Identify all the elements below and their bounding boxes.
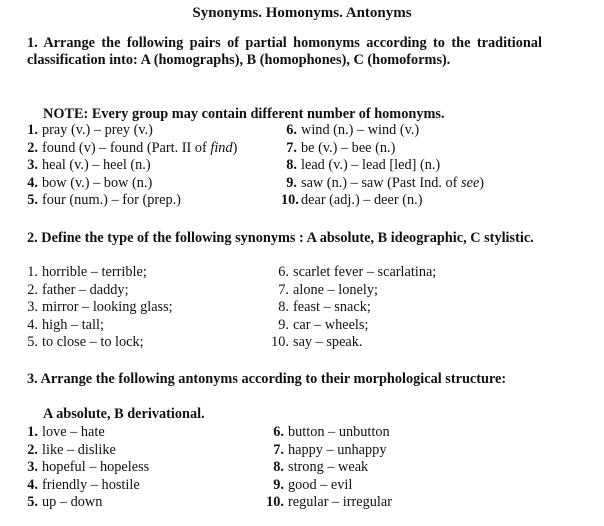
page-title: Synonyms. Homonyms. Antonyms <box>192 5 412 21</box>
list-item <box>281 192 484 210</box>
item-number: 7. <box>273 441 284 458</box>
item-number: 8. <box>278 299 289 316</box>
list-item <box>265 334 436 352</box>
section-1-right-list <box>281 122 484 210</box>
list-item <box>24 264 173 282</box>
list-item <box>254 442 392 460</box>
item-text: lead (v.) – lead [led] (n.) <box>301 157 441 174</box>
section-2-heading: 2. Define the type of the following synonyms : A absolute, B ideographic, C stylistic. <box>27 230 534 246</box>
item-number: 6. <box>278 264 289 280</box>
item-text: wind (n.) – wind (v.) <box>301 122 420 138</box>
section-3-right-list <box>254 424 392 512</box>
item-number: 3. <box>27 459 38 476</box>
list-item <box>281 157 484 175</box>
section-3-heading: 3. Arrange the following antonyms according to their morphological structure: <box>27 371 507 387</box>
item-number: 4. <box>27 316 38 333</box>
item-number: 2. <box>27 441 38 458</box>
section-3-left-list <box>24 424 149 512</box>
item-number: 9. <box>273 476 284 493</box>
item-text: be (v.) – bee (n.) <box>301 139 396 156</box>
list-item <box>24 334 173 352</box>
list-item <box>281 175 484 193</box>
list-item <box>24 459 149 477</box>
list-item <box>24 140 237 158</box>
section-2-right-list <box>265 264 436 352</box>
list-item <box>24 317 173 335</box>
item-text: horrible – terrible; <box>42 264 147 280</box>
list-item <box>24 282 173 300</box>
list-item <box>254 424 392 442</box>
item-number: 8. <box>286 157 297 174</box>
item-number: 10. <box>266 494 284 511</box>
list-item <box>24 424 149 442</box>
item-text: regular – irregular <box>288 494 392 511</box>
item-text: pray (v.) – prey (v.) <box>42 122 153 138</box>
item-number: 6. <box>286 122 297 138</box>
item-text: saw (n.) – saw (Past Ind. of see) <box>301 174 485 191</box>
item-number: 4. <box>27 174 38 191</box>
item-number: 1. <box>27 122 38 138</box>
item-text: dear (adj.) – deer (n.) <box>301 192 423 209</box>
section-1-heading: 1. Arrange the following pairs of partial homonyms according to the traditional classification into: A (homographs), B (homophones), C (homoforms). <box>27 35 542 69</box>
list-item <box>24 122 237 140</box>
item-text: four (num.) – for (prep.) <box>42 192 181 209</box>
list-item <box>254 494 392 512</box>
list-item <box>265 317 436 335</box>
list-item <box>24 299 173 317</box>
list-item <box>265 299 436 317</box>
item-text: mirror – looking glass; <box>42 299 173 316</box>
item-number: 10. <box>281 192 299 209</box>
list-item <box>24 477 149 495</box>
item-text: feast – snack; <box>293 299 371 316</box>
list-item <box>254 459 392 477</box>
item-number: 1. <box>27 264 38 280</box>
item-text: hopeful – hopeless <box>42 459 150 476</box>
item-text: high – tall; <box>42 316 104 333</box>
list-item <box>281 140 484 158</box>
item-number: 9. <box>278 316 289 333</box>
item-text: scarlet fever – scarlatina; <box>293 264 437 280</box>
item-number: 4. <box>27 476 38 493</box>
item-number: 2. <box>27 139 38 156</box>
item-text: car – wheels; <box>293 316 369 333</box>
list-item <box>265 282 436 300</box>
item-text: good – evil <box>288 476 353 493</box>
list-item <box>24 175 237 193</box>
item-number: 6. <box>273 424 284 440</box>
item-text: like – dislike <box>42 441 116 458</box>
item-number: 7. <box>278 281 289 298</box>
item-number: 10. <box>271 334 289 351</box>
item-text: to close – to lock; <box>42 334 144 351</box>
item-number: 3. <box>27 299 38 316</box>
item-text: bow (v.) – bow (n.) <box>42 174 153 191</box>
item-text: up – down <box>42 494 103 511</box>
item-text: love – hate <box>42 424 105 440</box>
item-text: button – unbutton <box>288 424 390 440</box>
item-text: alone – lonely; <box>293 281 378 298</box>
list-item <box>24 494 149 512</box>
list-item <box>24 157 237 175</box>
item-number: 5. <box>27 192 38 209</box>
item-text: friendly – hostile <box>42 476 140 493</box>
list-item <box>265 264 436 282</box>
item-text: father – daddy; <box>42 281 129 298</box>
item-number: 3. <box>27 157 38 174</box>
item-number: 5. <box>27 494 38 511</box>
item-number: 2. <box>27 281 38 298</box>
section-2-left-list <box>24 264 173 352</box>
item-text: heal (v.) – heel (n.) <box>42 157 151 174</box>
item-number: 1. <box>27 424 38 440</box>
item-text: strong – weak <box>288 459 369 476</box>
item-number: 5. <box>27 334 38 351</box>
list-item <box>254 477 392 495</box>
section-1-note: NOTE: Every group may contain different number of homonyms. <box>43 106 445 122</box>
item-number: 8. <box>273 459 284 476</box>
list-item <box>281 122 484 140</box>
item-number: 7. <box>286 139 297 156</box>
section-3-note: A absolute, B derivational. <box>43 406 205 422</box>
item-text: happy – unhappy <box>288 441 387 458</box>
item-number: 9. <box>286 174 297 191</box>
section-1-left-list <box>24 122 237 210</box>
list-item <box>24 442 149 460</box>
list-item <box>24 192 237 210</box>
item-text: say – speak. <box>293 334 363 351</box>
item-text: found (v) – found (Part. II of find) <box>42 139 238 156</box>
